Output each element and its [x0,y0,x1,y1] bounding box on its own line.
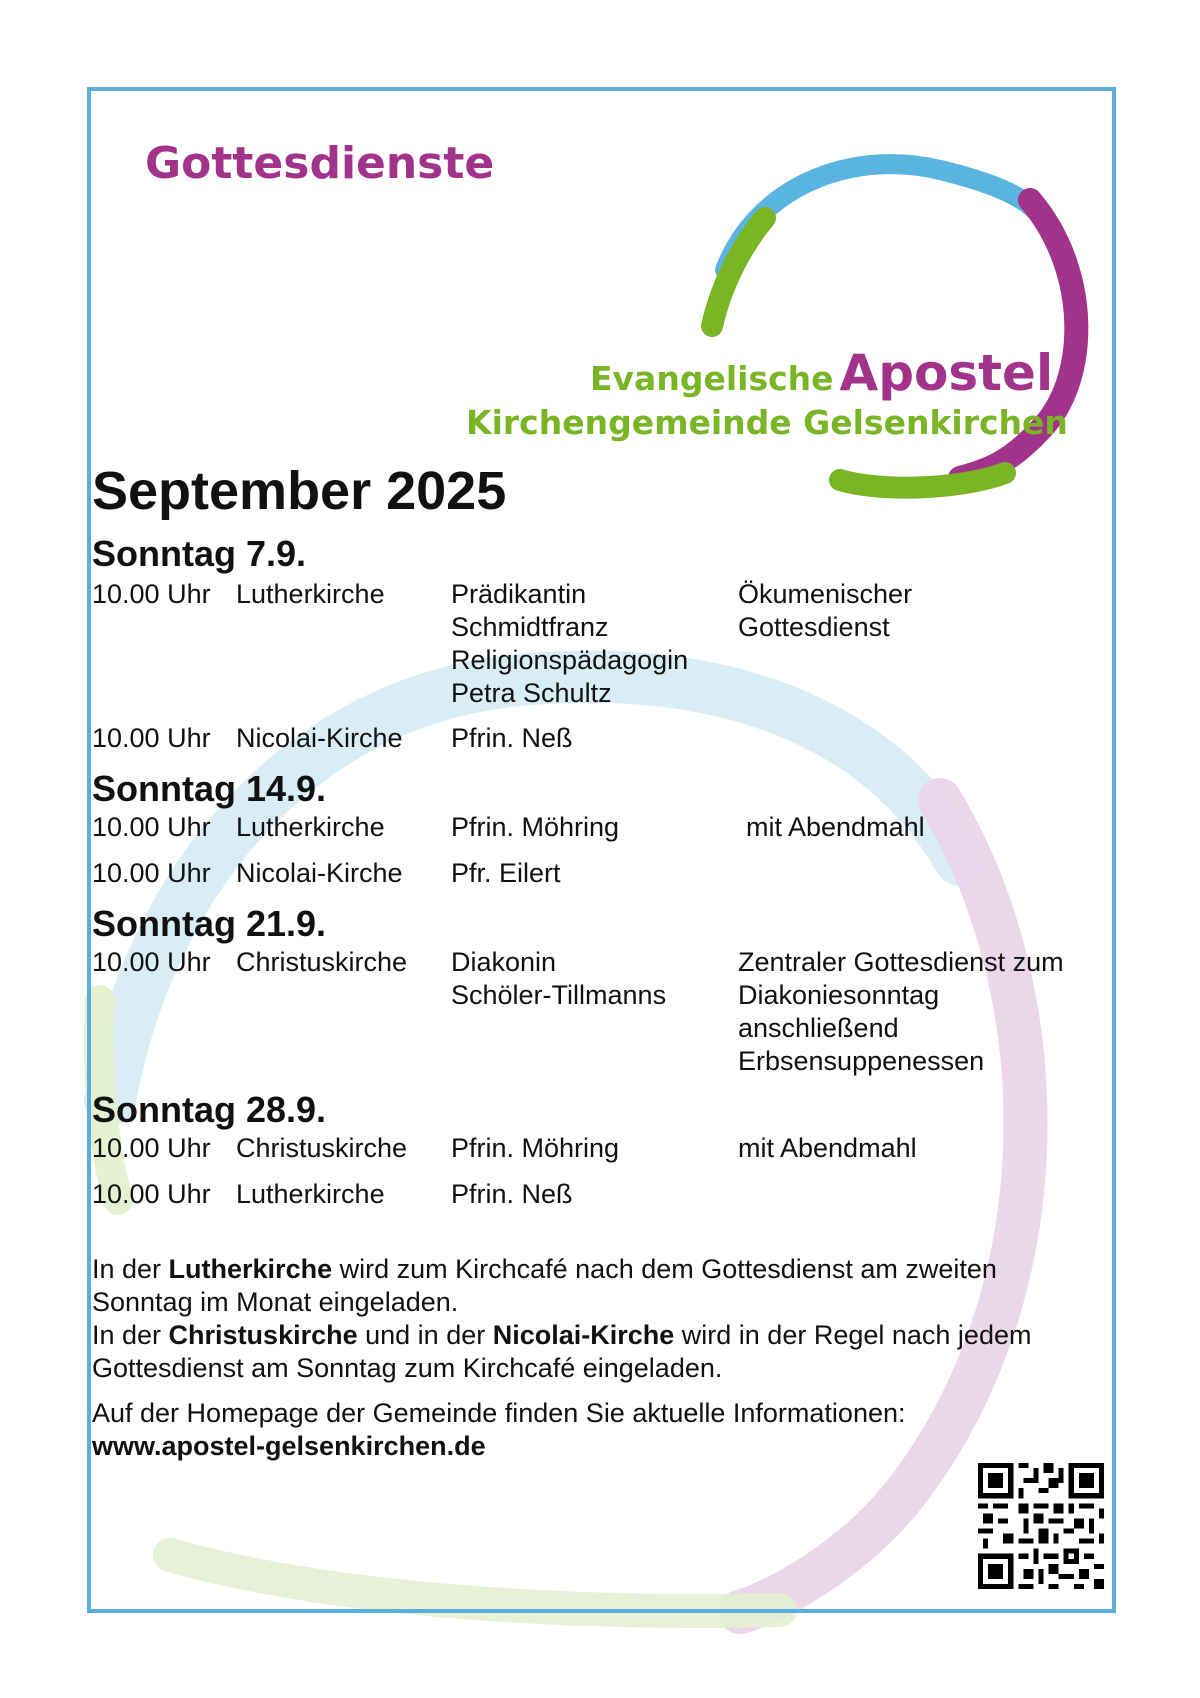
info-homepage [92,1397,1102,1463]
info-text: und in der [357,1320,493,1350]
day-heading: Sonntag 21.9. [92,903,327,944]
service-time: 10.00 Uhr [92,812,211,842]
service-church: Lutherkirche [236,1179,385,1209]
info-text: wird zum Kirchcafé nach dem Gottesdienst am zweiten [332,1254,997,1284]
day-heading: Sonntag 28.9. [92,1089,327,1130]
service-church: Nicolai-Kirche [236,858,403,888]
info-church-name: Christuskirche [168,1320,358,1350]
info-church-name: Lutherkirche [168,1254,333,1284]
info-text: Sonntag im Monat eingeladen. [92,1287,459,1317]
service-church: Christuskirche [236,947,408,977]
service-person: Pfrin. Neß [451,1179,573,1209]
info-kirchcafe-lutherkirche [92,1253,1102,1385]
info-text: wird in der Regel nach jedem [674,1320,1032,1350]
service-person: Pfrin. Möhring [451,1133,620,1163]
service-person-line: Prädikantin [451,579,587,609]
service-note-line: anschließend [738,1013,899,1043]
logo-text-line2: Kirchengemeinde Gelsenkirchen [466,403,1068,442]
service-person [451,578,688,710]
service-note [738,946,1064,1078]
qr-code-icon[interactable] [978,1463,1104,1589]
service-person-line: Schöler-Tillmanns [451,980,667,1010]
service-time: 10.00 Uhr [92,947,211,977]
service-time: 10.00 Uhr [92,858,211,888]
service-time: 10.00 Uhr [92,723,211,753]
logo-word-apostel: Apostel [839,344,1054,402]
info-text: In der [92,1320,169,1350]
service-person: Pfrin. Möhring [451,812,620,842]
page-title: Gottesdienste [145,138,495,189]
info-text: Gottesdienst am Sonntag zum Kirchcafé eingeladen. [92,1353,723,1383]
info-text: In der [92,1254,169,1284]
service-note: mit Abendmahl [746,812,925,842]
service-person-line: Religionspädagogin [451,645,689,675]
service-note: mit Abendmahl [738,1133,917,1163]
service-person-line: Diakonin [451,947,557,977]
homepage-link[interactable]: www.apostel-gelsenkirchen.de [92,1431,486,1461]
info-church-name: Nicolai-Kirche [492,1320,675,1350]
service-note [738,578,912,644]
service-person-line: Schmidtfranz [451,612,609,642]
logo-text-line1 [590,344,1053,402]
service-church: Nicolai-Kirche [236,723,403,753]
service-note-line: Zentraler Gottesdienst zum [738,947,1064,977]
logo-word-evangelische: Evangelische [590,359,834,398]
service-person: Pfrin. Neß [451,723,573,753]
service-time: 10.00 Uhr [92,1179,211,1209]
service-note-line: Ökumenischer [738,579,913,609]
service-note-line: Erbsensuppenessen [738,1046,985,1076]
service-person-line: Petra Schultz [451,678,612,708]
service-time: 10.00 Uhr [92,1133,211,1163]
service-church: Lutherkirche [236,579,385,609]
day-heading: Sonntag 14.9. [92,768,327,809]
service-time: 10.00 Uhr [92,579,211,609]
service-person [451,946,666,1012]
service-note-line: Diakoniesonntag [738,980,940,1010]
month-title: September 2025 [92,461,507,521]
service-person: Pfr. Eilert [451,858,561,888]
day-heading: Sonntag 7.9. [92,533,307,574]
service-church: Lutherkirche [236,812,385,842]
info-text: Auf der Homepage der Gemeinde finden Sie aktuelle Informationen: [92,1398,906,1428]
service-church: Christuskirche [236,1133,408,1163]
service-note-line: Gottesdienst [738,612,890,642]
